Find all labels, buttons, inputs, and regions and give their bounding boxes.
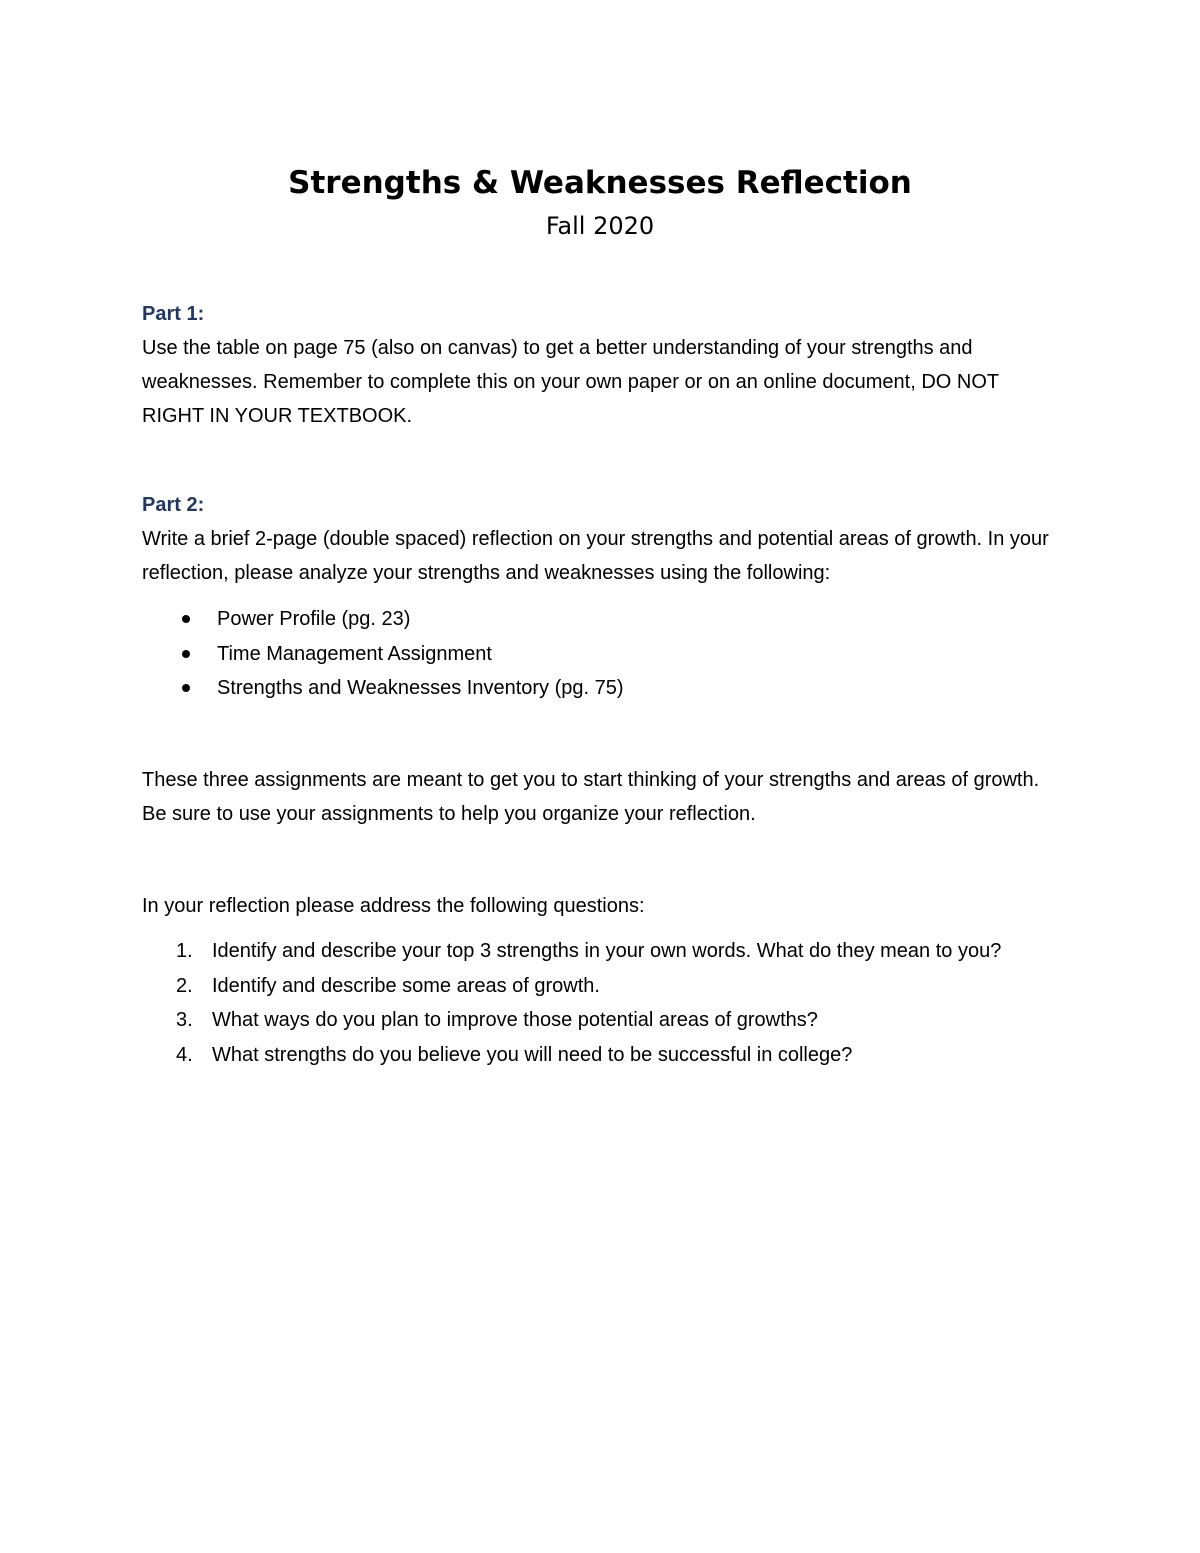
list-item-text: Identify and describe your top 3 strengths in your own words. What do they mean to you? (212, 940, 1002, 962)
assignments-note-section (142, 763, 1062, 831)
list-item (142, 1038, 1042, 1073)
assignments-note: These three assignments are meant to get you to start thinking of your strengths and areas of growth. Be sure to use your assignments to help you organize your reflection. (142, 769, 1040, 825)
list-number: 2. (176, 974, 193, 997)
list-number: 3. (176, 1009, 193, 1031)
part1-section (142, 297, 1062, 433)
list-number: 1. (176, 940, 193, 962)
questions-intro-section (142, 889, 1062, 923)
part2-heading: Part 2: (142, 494, 205, 516)
part2-intro: Write a brief 2-page (double spaced) reflection on your strengths and potential areas of growth. In your reflection, please analyze your strengths and weaknesses using the following: (142, 528, 1049, 584)
part1-heading: Part 1: (142, 303, 205, 325)
part1-text: Use the table on page 75 (also on canvas) to get a better understanding of your strengths and weaknesses. Remember to complete this on your own paper or on an online document, DO NOT RIGHT IN YOUR TEXTBOOK. (142, 337, 999, 427)
list-item-text: What strengths do you believe you will need to be successful in college? (212, 1043, 853, 1066)
part2-section (142, 488, 1062, 590)
list-item-text: Strengths and Weaknesses Inventory (pg. 75) (217, 677, 624, 699)
list-item-text: Power Profile (pg. 23) (217, 608, 411, 630)
document-title: Strengths & Weaknesses Reflection (288, 165, 912, 201)
bullet-icon (182, 650, 190, 658)
document-subtitle: Fall 2020 (545, 212, 655, 240)
list-item-text: What ways do you plan to improve those potential areas of growths? (212, 1009, 818, 1031)
questions-intro: In your reflection please address the following questions: (142, 895, 645, 917)
resource-list (142, 602, 1042, 706)
bullet-icon (182, 615, 190, 623)
list-item-text: Identify and describe some areas of growth. (212, 974, 600, 997)
bullet-icon (182, 684, 190, 692)
list-item (142, 602, 1042, 637)
list-item (142, 671, 1042, 706)
questions-list (142, 934, 1042, 1072)
list-item (142, 1003, 1042, 1038)
list-item (142, 969, 1042, 1004)
list-item (142, 637, 1042, 672)
list-item (142, 934, 1042, 969)
list-item-text: Time Management Assignment (217, 642, 492, 665)
list-number: 4. (176, 1043, 193, 1066)
